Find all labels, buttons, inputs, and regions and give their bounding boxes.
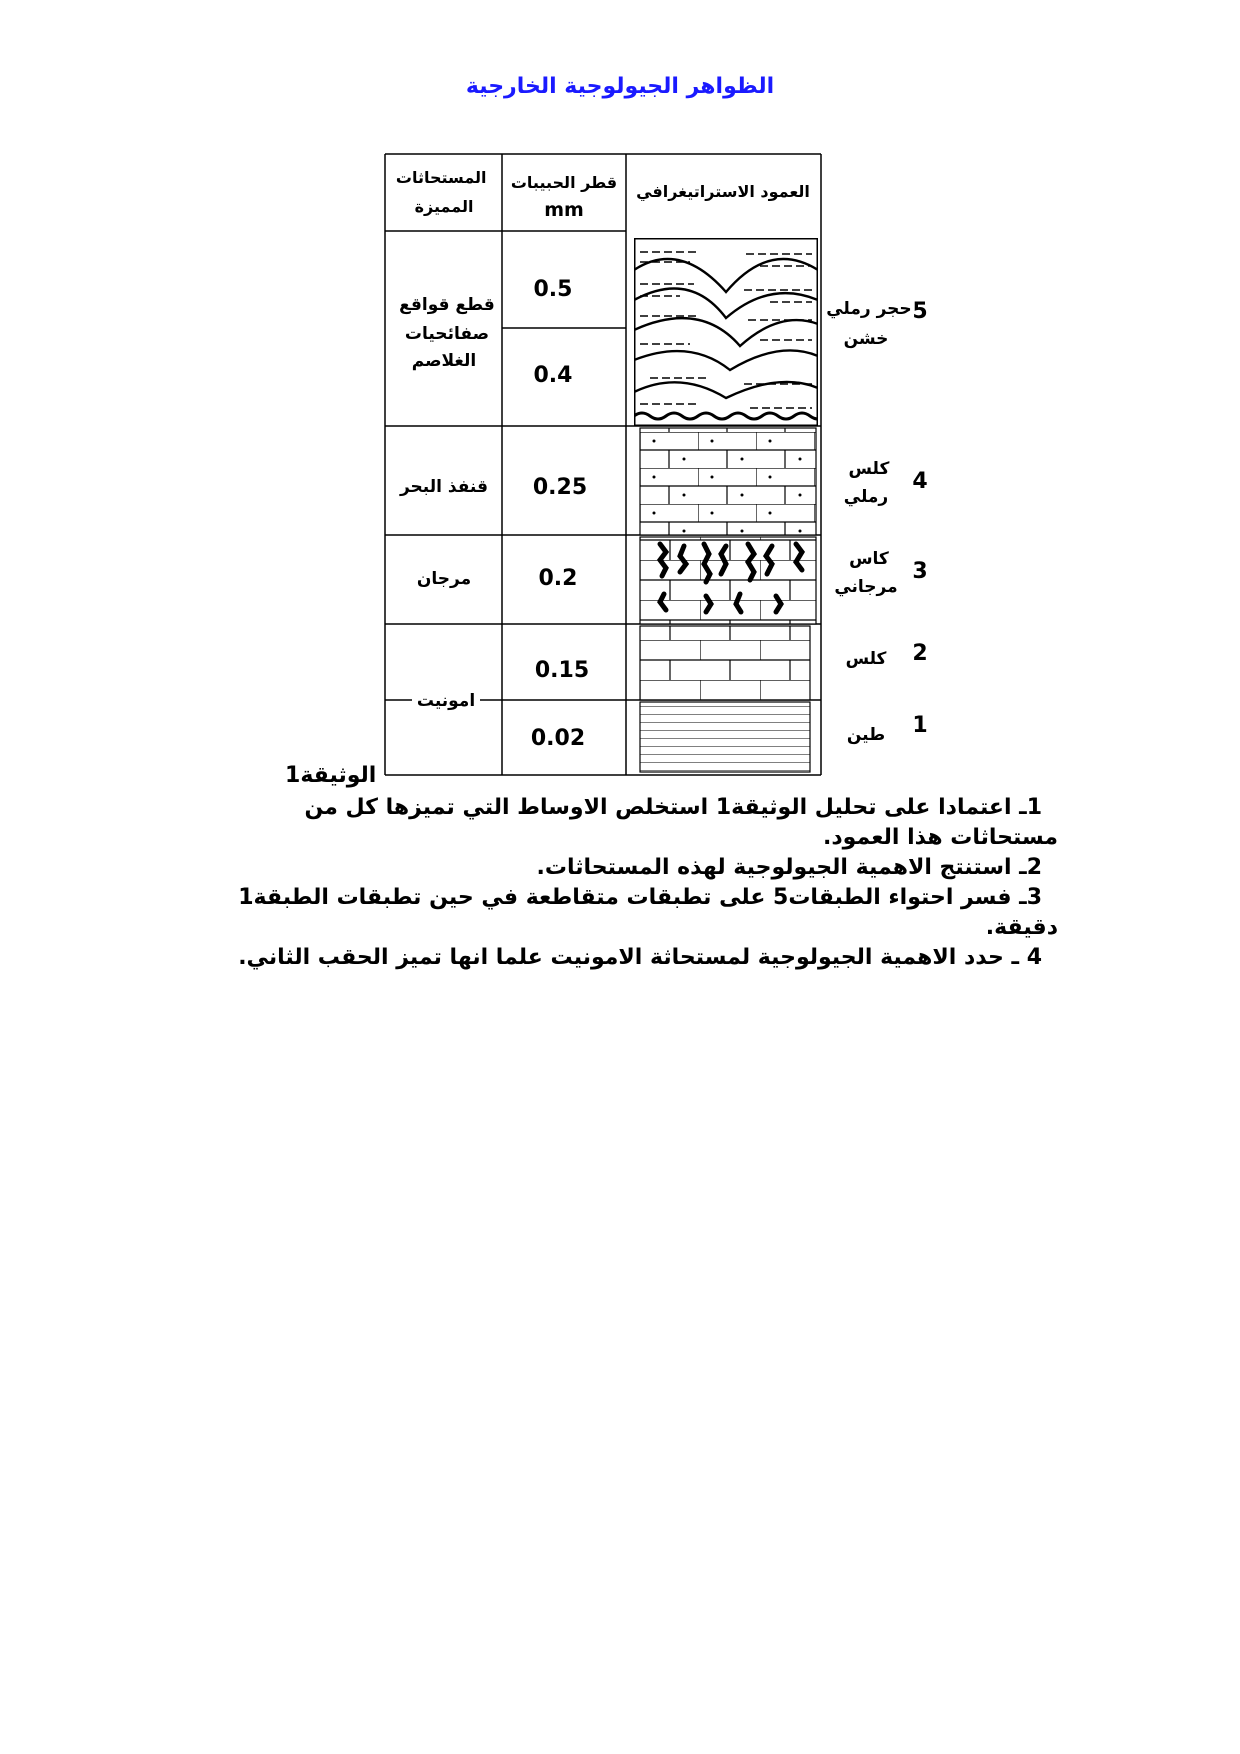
grain-1: 0.02 — [530, 726, 586, 751]
question-text: ـ اعتمادا على تحليل الوثيقة1 استخلص الاوساط التي تميزها كل من مستحاثات هذا العمود. — [304, 795, 1058, 850]
question-number: 2 — [1026, 855, 1042, 880]
layer-number-2: 2 — [912, 641, 928, 666]
layer-2-pattern — [640, 626, 810, 700]
layer-number-5: 5 — [912, 299, 928, 324]
layer-number-1: 1 — [912, 713, 928, 738]
layer-1-pattern — [640, 702, 810, 772]
fossil-layer-5: قطع قواقع صفائحيات الغلاصم — [399, 295, 495, 371]
figure-caption: الوثيقة1 — [285, 763, 377, 788]
question-3 — [190, 883, 1058, 943]
fossils-header: المستحاثات المميزة — [395, 168, 487, 216]
layer-number-4: 4 — [912, 469, 928, 494]
question-text: ـ استنتج الاهمية الجيولوجية لهذه المستحاثات. — [536, 855, 1027, 880]
layer-5-pattern — [634, 238, 826, 426]
question-2 — [190, 853, 1058, 883]
question-text: ـ حدد الاهمية الجيولوجية لمستحاثة الامونيت علما انها تميز الحقب الثاني. — [238, 945, 1027, 970]
questions-list — [190, 793, 1058, 973]
grain-3: 0.2 — [538, 566, 578, 591]
column-header: العمود الاستراتيغرافي — [636, 182, 810, 201]
page-title: الظواهر الجيولوجية الخارجية — [465, 74, 775, 99]
fossil-layer-2: امونيت — [416, 691, 476, 711]
question-text: ـ فسر احتواء الطبقات5 على تطبقات متقاطعة في حين تطبقات الطبقة1 دقيقة. — [238, 885, 1058, 940]
stratigraphic-column-figure — [385, 150, 928, 778]
rock-layer-5: حجر رملي خشن — [826, 299, 912, 349]
fossil-layer-4: قنفذ البحر — [399, 477, 489, 497]
grain-5a: 0.5 — [533, 277, 573, 302]
grain-2: 0.15 — [534, 658, 590, 683]
grain-5b: 0.4 — [533, 363, 573, 388]
question-number: 4 — [1026, 945, 1042, 970]
question-number: 3 — [1026, 885, 1042, 910]
question-1 — [190, 793, 1058, 853]
layer-3-pattern — [640, 537, 816, 624]
layer-number-3: 3 — [912, 559, 928, 584]
grain-size-header: قطر الحبيبات — [510, 173, 618, 192]
layer-4-pattern — [640, 428, 816, 535]
fossil-layer-3: مرجان — [416, 569, 472, 589]
grain-unit-header: mm — [544, 199, 584, 221]
grain-4: 0.25 — [532, 475, 588, 500]
question-number: 1 — [1026, 795, 1042, 820]
rock-layer-1: طين — [846, 725, 886, 745]
rock-layer-2: كلس — [845, 649, 887, 669]
rock-layer-4: كلس رملي — [843, 459, 890, 507]
rock-layer-3: كاس مرجاني — [834, 549, 898, 597]
question-4 — [190, 943, 1058, 973]
